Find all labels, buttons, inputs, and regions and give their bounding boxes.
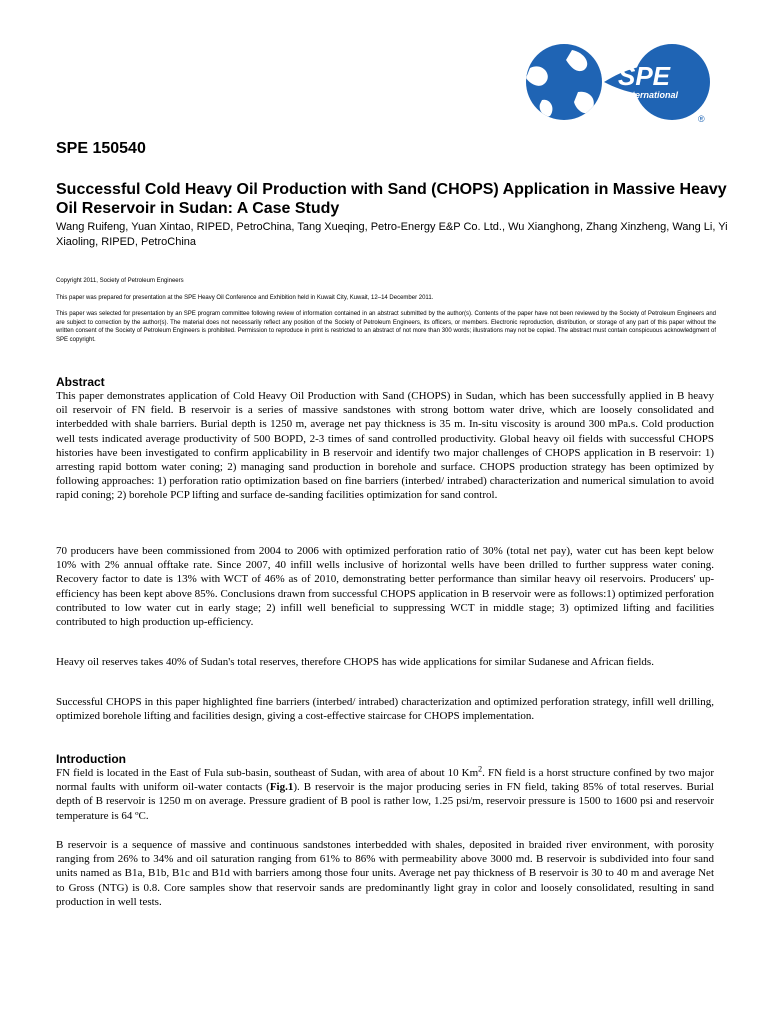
intro-text-start: FN field is located in the East of Fula sub-basin, southeast of Sudan, with area of about 10 Km	[56, 767, 479, 779]
abstract-paragraph: Successful CHOPS in this paper highlighted fine barriers (interbed/ intrabed) characterization and optimized perforation strategy, infill well drilling, optimized borehole lifting and facilities design, giving a cost-effective staircase for CHOPS implementation.	[56, 696, 714, 723]
introduction-heading: Introduction	[56, 752, 126, 766]
abstract-paragraph: 70 producers have been commissioned from 2004 to 2006 with optimized perforation ratio of 30% (total net pay), water cut has been kept below 10% with 2% annual offtake rate. Since 2007, 40 infill wells inclusive of horizontal wells have been drilled to further suppress water coning. Recovery factor to date is 13% with WCT of 46% as of 2010, demonstrating better performance than similar heavy oil reservoirs. Producers' up-efficiency has been kept above 85%. Conclusions drawn from successful CHOPS application in B reservoir were as follows:1) optimized perforation contributed to low water cut in early stage; 2) infill well beneficial to suppressing WCT in middle stage; 3) optimized lifting and facilities contributed to high production up-efficiency.	[56, 545, 714, 629]
copyright-notice: Copyright 2011, Society of Petroleum Engineers	[56, 278, 184, 284]
paper-title: Successful Cold Heavy Oil Production with Sand (CHOPS) Application in Massive Heavy Oil Reservoir in Sudan: A Case Study	[56, 181, 727, 217]
globe-logo-icon	[522, 38, 714, 126]
introduction-paragraph	[56, 766, 714, 823]
intro-text-end: ). B reservoir is the major producing series in FN field, taking 85% of total reserves. Burial depth of B reservoir is 1250 m on average. Pressure gradient of B pool is rather low, 1.25 psi/m, reservoir pressure is 1500 to 1600 psi and reservoir temperature is 64 ºC.	[56, 781, 714, 822]
spe-international-logo	[522, 38, 714, 126]
figure-reference: Fig.1	[269, 781, 294, 794]
intro-text-mid: . FN field is a horst structure confined by two major normal faults with uniform oil-water contacts (	[56, 767, 714, 794]
logo-text: SPE	[618, 61, 671, 91]
introduction-paragraph: B reservoir is a sequence of massive and continuous sandstones interbedded with shales, deposited in braided river environment, with porosity ranging from 26% to 34% and oil saturation ranging from 61% to 86% with permeability above 3000 md. B reservoir is subdivided into four sand units named as B1a, B1b, B1c and B1d with barriers among those four units. Average net pay thickness of B reservoir is 30 to 40 m and average Net to Gross (NTG) is 0.8. Core samples show that reservoir sands are predominantly light gray in color and loosely consolidated, resulting in sand production in well tests.	[56, 839, 714, 908]
author-list: Wang Ruifeng, Yuan Xintao, RIPED, PetroChina, Tang Xueqing, Petro-Energy E&P Co. Ltd., Wu Xianghong, Zhang Xinzheng, Wang Li, Yi Xiaoling, RIPED, PetroChina	[56, 221, 728, 248]
abstract-paragraph: Heavy oil reserves takes 40% of Sudan's total reserves, therefore CHOPS has wide applications for similar Sudanese and African fields.	[56, 656, 654, 668]
abstract-heading: Abstract	[56, 375, 105, 389]
abstract-paragraph: This paper demonstrates application of Cold Heavy Oil Production with Sand (CHOPS) in Sudan, which has been successfully applied in B heavy oil reservoir of FN field. B reservoir is a series of massive sandstones with strong bottom water drive, which are loosely consolidated and interbedded with shale barriers. Burial depth is 1250 m, average net pay thickness is 35 m. In-situ viscosity is around 300 mPa.s. Cold production well tests indicated average productivity of 500 BOPD, 2-3 times of sand controlled productivity. Global heavy oil fields with successful CHOPS histories have been investigated to confirm applicability in B reservoir and identify two major challenges of CHOPS application in B reservoir: 1) arresting rapid bottom water coning; 2) managing sand production in borehole and surface. CHOPS production strategy has been optimized by following approaches: 1) perforation ratio optimization based on fine barriers (interbed/ intrabed) characterization and numerical simulation to avoid rapid coning; 2) borehole PCP lifting and surface de-sanding facilities optimization for sand control.	[56, 390, 714, 502]
logo-subtitle: International	[624, 90, 679, 100]
superscript-two: 2	[478, 764, 483, 774]
review-disclaimer: This paper was selected for presentation by an SPE program committee following review of information contained in an abstract submitted by the author(s). Contents of the paper have not been reviewed by the Society of Petroleum Engineers and are subject to correction by the author(s). The material does not necessarily reflect any position of the Society of Petroleum Engineers, its officers, or members. Electronic reproduction, distribution, or storage of any part of this paper without the written consent of the Society of Petroleum Engineers is prohibited. Permission to reproduce in print is restricted to an abstract of not more than 300 words; illustrations may not be copied. The abstract must contain conspicuous acknowledgment of SPE copyright.	[56, 311, 716, 343]
conference-notice: This paper was prepared for presentation at the SPE Heavy Oil Conference and Exhibition held in Kuwait City, Kuwait, 12–14 December 2011.	[56, 295, 434, 301]
paper-number: SPE 150540	[56, 140, 146, 157]
registered-mark: ®	[698, 114, 705, 124]
